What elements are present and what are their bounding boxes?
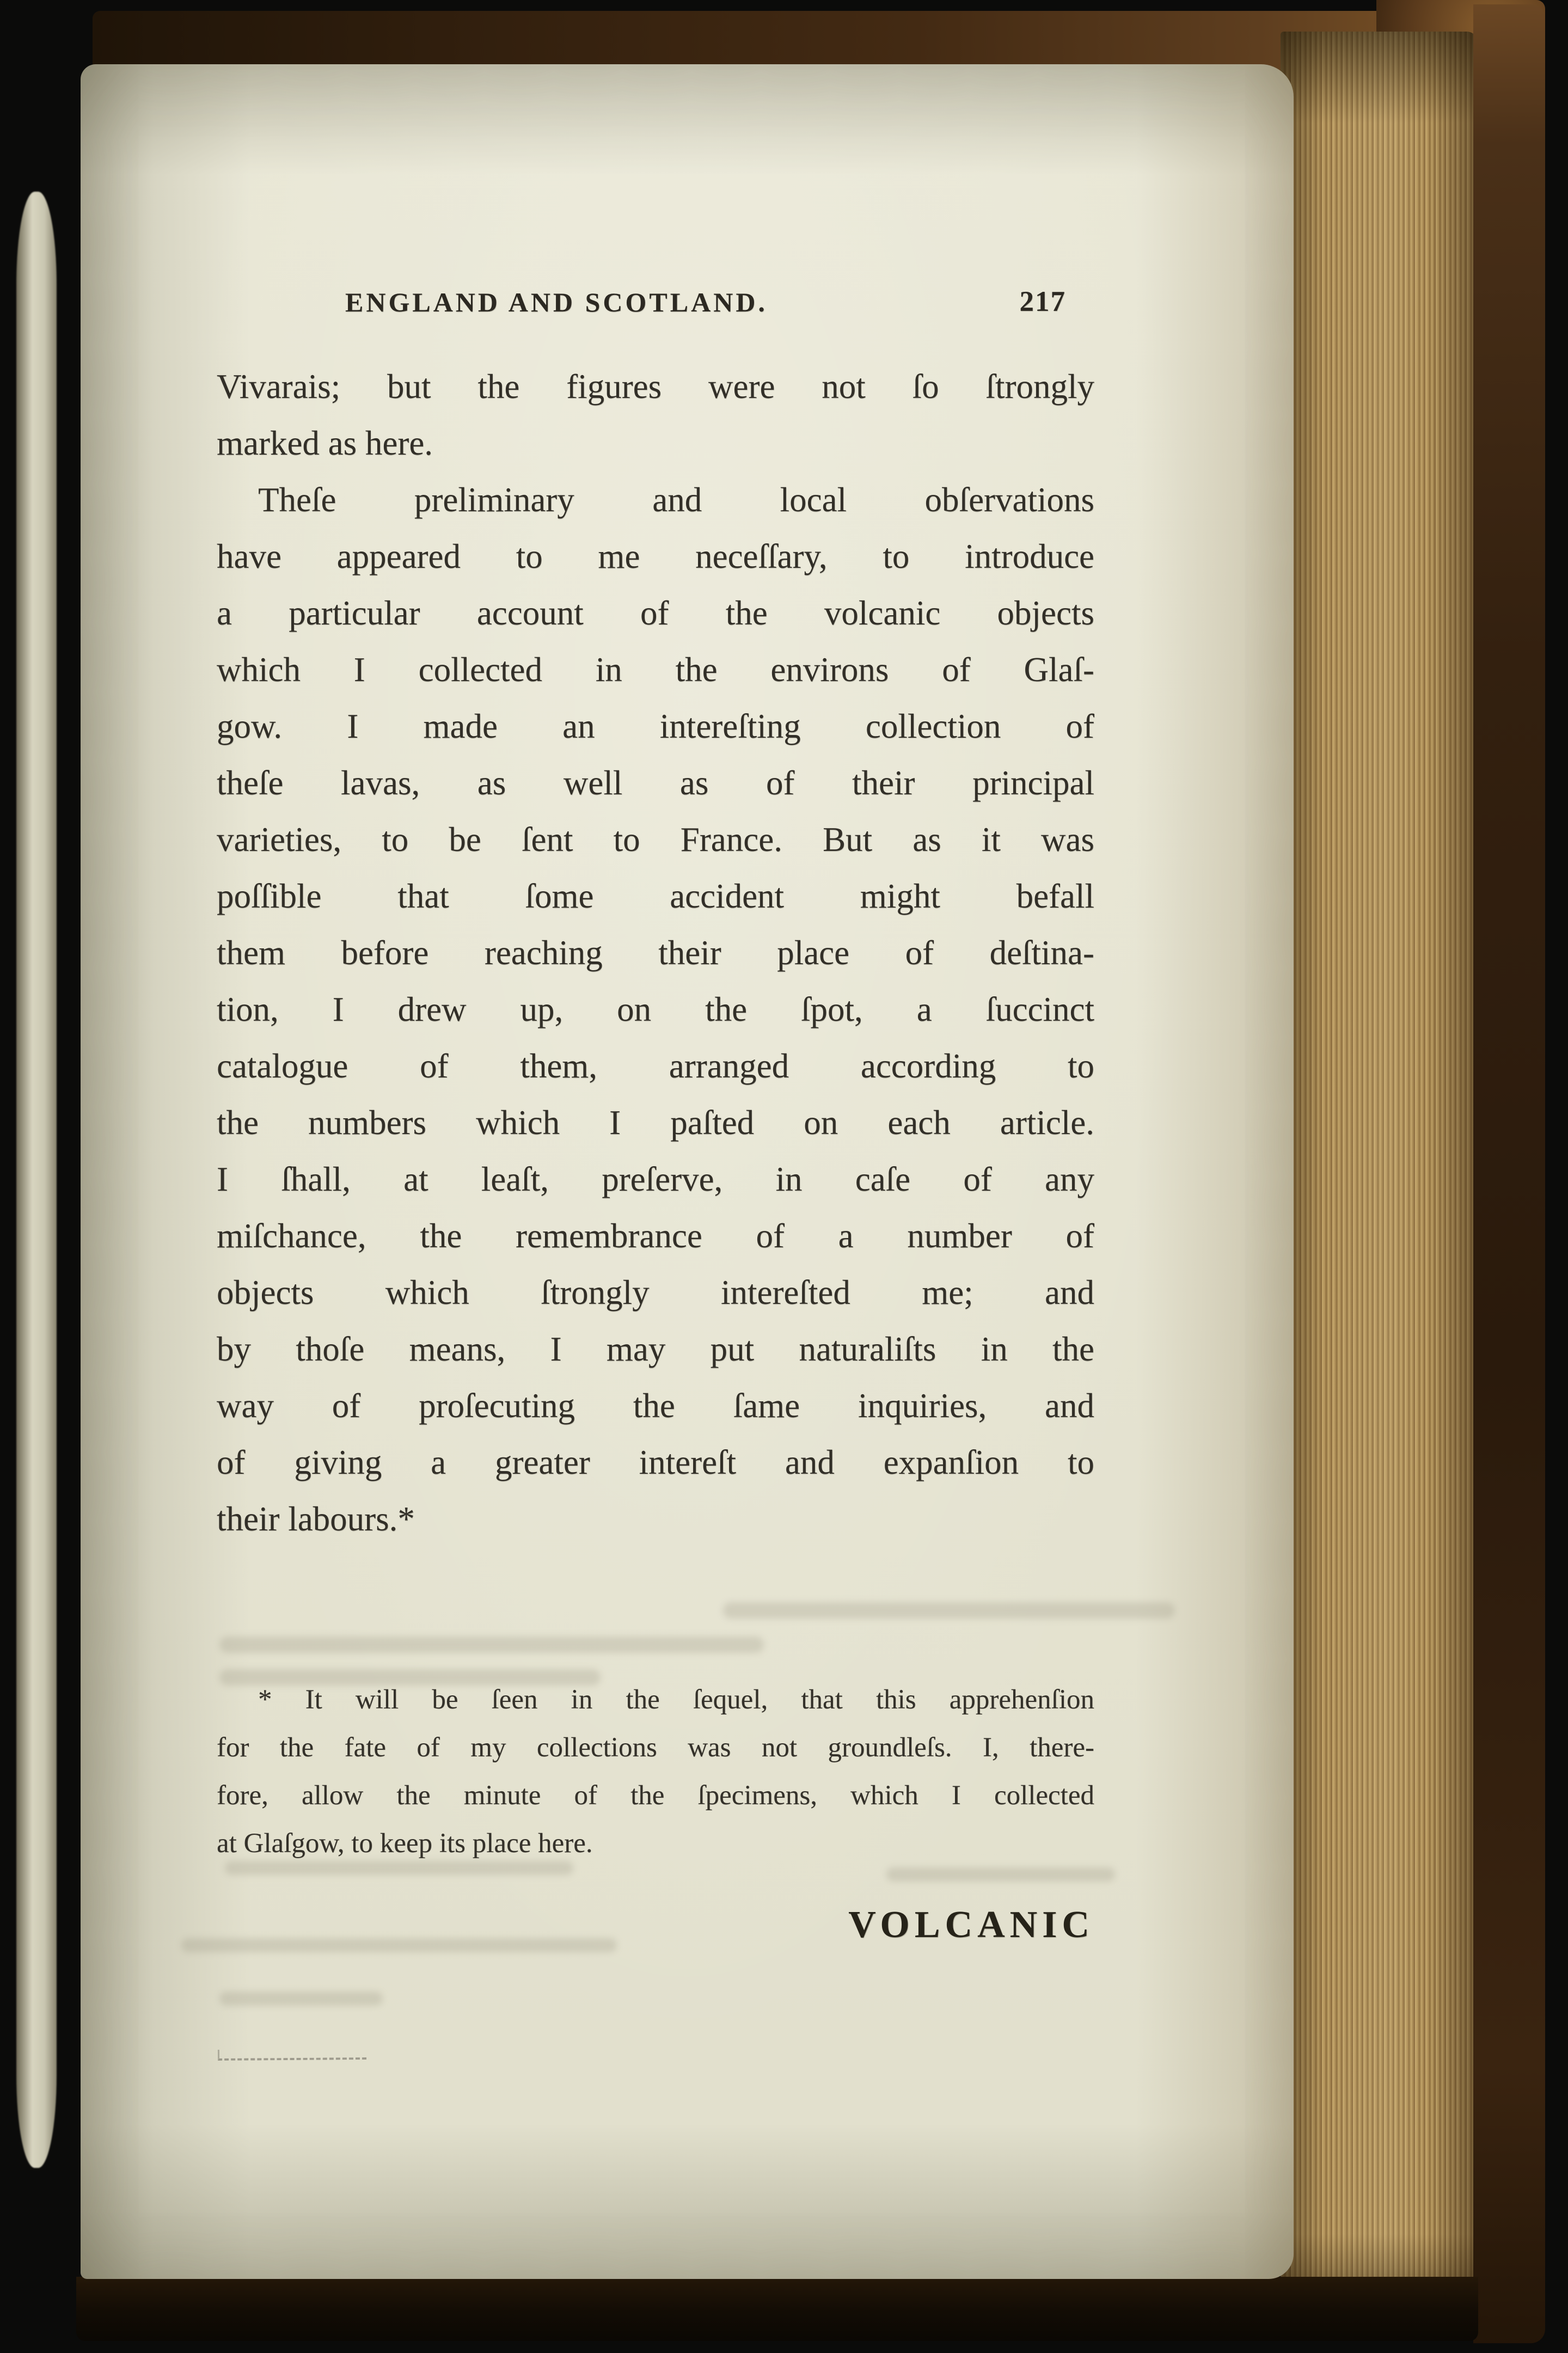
body-text-line: them before reaching their place of deſtina- — [217, 934, 1094, 972]
body-text-line: varieties, to be ſent to France. But as it was — [217, 820, 1094, 859]
footnote — [217, 1676, 1094, 1867]
page-header — [217, 286, 1094, 326]
body-text-line: I ſhall, at leaſt, preſerve, in caſe of any — [217, 1160, 1094, 1198]
book-cover-right — [1473, 4, 1545, 2343]
text-column — [217, 64, 1094, 2279]
body-text-line: catalogue of them, arranged according to — [217, 1047, 1094, 1085]
body-text-line: tion, I drew up, on the ſpot, a ſuccinct — [217, 990, 1094, 1028]
body-text-line: marked as here. — [217, 424, 433, 462]
footnote-line: at Glaſgow, to keep its place here. — [217, 1828, 593, 1859]
footnote-line: fore, allow the minute of the ſpecimens, which I collected — [217, 1780, 1094, 1811]
book-fore-edge-pages — [1281, 32, 1478, 2326]
body-text-line: by thoſe means, I may put naturaliſts in the — [217, 1330, 1094, 1368]
book-page — [81, 64, 1294, 2279]
body-text-line: poſſible that ſome accident might befall — [217, 877, 1094, 915]
page-number: 217 — [1019, 286, 1066, 317]
body-text-line: Theſe preliminary and local obſervations — [258, 481, 1094, 519]
body-text-line: the numbers which I paſted on each article. — [217, 1104, 1094, 1142]
footnote-line: * It will be ſeen in the ſequel, that this apprehenſion — [258, 1684, 1094, 1715]
catchword: VOLCANIC — [848, 1904, 1094, 1946]
book-cover-top-edge — [93, 11, 1465, 72]
body-text-line: objects which ſtrongly intereſted me; and — [217, 1273, 1094, 1312]
body-text — [217, 358, 1094, 1547]
book-cover-bottom-edge — [76, 2277, 1478, 2341]
body-text-line: gow. I made an intereſting collection of — [217, 707, 1094, 745]
body-text-line: have appeared to me neceſſary, to introduce — [217, 537, 1094, 575]
body-text-line: their labours.* — [217, 1500, 415, 1538]
body-text-line: theſe lavas, as well as of their principal — [217, 764, 1094, 802]
body-text-line: Vivarais; but the figures were not ſo ſtrongly — [217, 367, 1094, 406]
body-text-line: a particular account of the volcanic objects — [217, 594, 1094, 632]
facing-page-edge — [16, 192, 57, 2168]
body-text-line: miſchance, the remembrance of a number of — [217, 1217, 1094, 1255]
body-text-line: way of proſecuting the ſame inquiries, and — [217, 1387, 1094, 1425]
running-title: ENGLAND AND SCOTLAND. — [345, 287, 768, 317]
body-text-line: which I collected in the environs of Glaſ- — [217, 651, 1094, 689]
body-text-line: of giving a greater intereſt and expanſion to — [217, 1443, 1094, 1481]
footnote-line: for the fate of my collections was not groundleſs. I, there- — [217, 1732, 1094, 1763]
